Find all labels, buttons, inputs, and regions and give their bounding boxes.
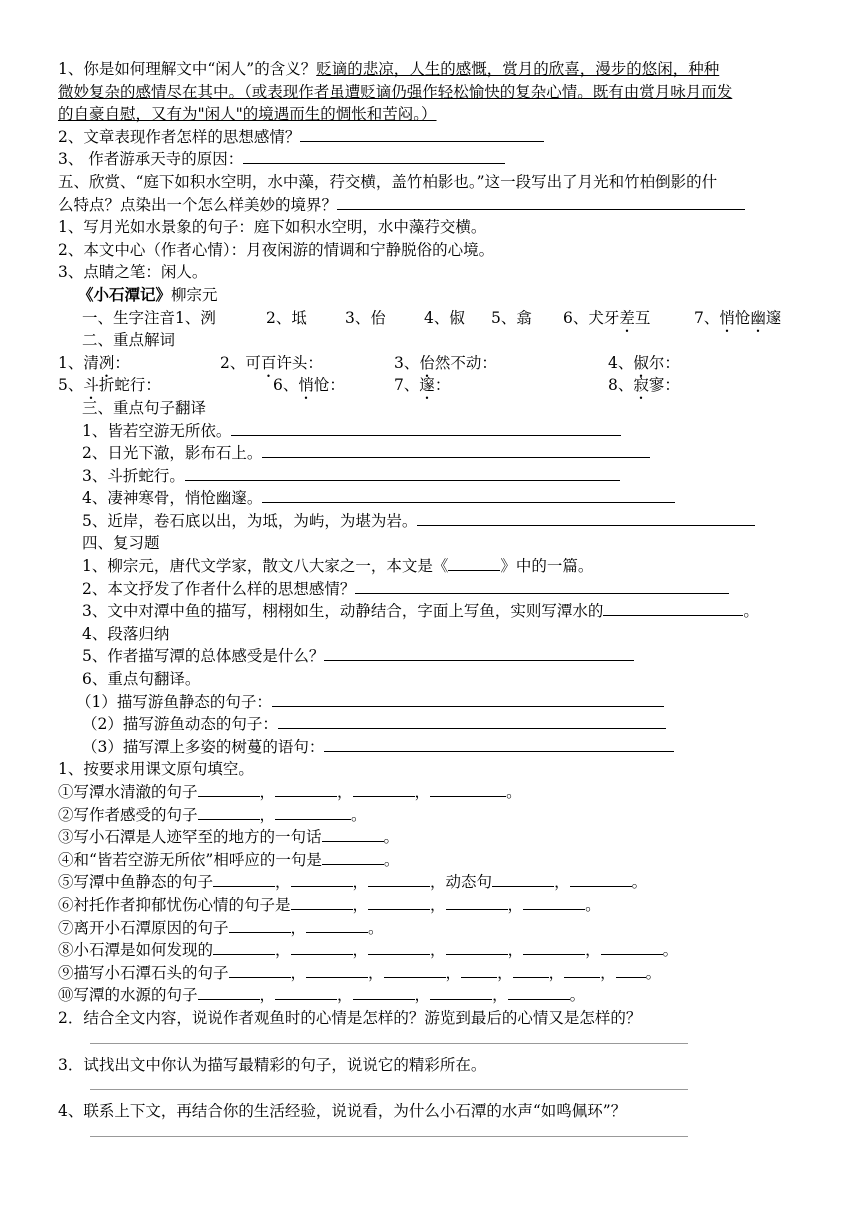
answer-blank[interactable]	[508, 984, 570, 1000]
answer-blank[interactable]	[324, 736, 674, 752]
final-q4	[58, 1100, 860, 1123]
review-q4: 4、段落归纳	[82, 624, 170, 643]
answer-blank[interactable]	[430, 984, 492, 1000]
answer-blank[interactable]	[324, 645, 634, 661]
fill-item: ①写潭水清澈的句子 ， ， ， 。	[58, 783, 522, 801]
answer-blank[interactable]	[353, 984, 415, 1000]
pinyin-item-7: 7、悄怆幽邃	[694, 308, 782, 327]
answer-line-area[interactable]	[58, 1030, 860, 1054]
answer-blank[interactable]	[492, 871, 554, 887]
answer-blank[interactable]	[601, 939, 663, 955]
q2-blank[interactable]	[300, 126, 544, 142]
question-text: 4、联系上下文，再结合你的生活经验，说说看，为什么小石潭的水声“如鸣佩环”？	[58, 1102, 627, 1121]
vocab-heading	[58, 329, 860, 352]
answer-blank[interactable]	[322, 826, 384, 842]
fill-heading	[58, 758, 860, 781]
q1-line1	[58, 58, 860, 81]
answer-blank[interactable]	[229, 962, 291, 978]
fact-text: 3、点睛之笔：闲人。	[58, 263, 208, 282]
fill-item: ⑩写潭的水源的句子 ， ， ， ， 。	[58, 986, 586, 1005]
answer-blank[interactable]	[262, 442, 650, 458]
answer-blank[interactable]	[616, 962, 646, 978]
fill-item: ②写作者感受的句子 ， 。	[58, 805, 367, 824]
answer-line-area[interactable]	[58, 1123, 860, 1147]
answer-blank[interactable]	[278, 713, 666, 729]
title-author: 柳宗元	[171, 285, 218, 304]
review-q1: 1、柳宗元，唐代文学家，散文八大家之一，本文是《 》中的一篇。	[82, 557, 594, 576]
answer-blank[interactable]	[523, 894, 585, 910]
answer-blank[interactable]	[523, 939, 585, 955]
pinyin-item: 4、俶	[424, 308, 465, 327]
vocab-row1	[58, 352, 860, 375]
fact-1	[58, 216, 860, 239]
answer-blank[interactable]	[353, 781, 415, 797]
answer-blank[interactable]	[513, 962, 549, 978]
fill-item: ⑤写潭中鱼静态的句子 ， ， ，动态句 ， 。	[58, 873, 648, 892]
title-name: 《小石潭记》	[78, 284, 172, 304]
section5-text1: 五、欣赏、“庭下如积水空明，水中藻，荇交横，盖竹柏影也。”这一段写出了月光和竹柏倒影的什	[58, 172, 718, 191]
review-q5: 5、作者描写潭的总体感受是什么？	[58, 645, 860, 668]
translate-item: 2、日光下澈，影布石上。	[58, 442, 860, 465]
question-text: 3．试找出文中你认为描写最精彩的句子，说说它的精彩所在。	[58, 1055, 487, 1074]
heading-text: 三、重点句子翻译	[82, 398, 207, 417]
answer-blank[interactable]	[198, 984, 260, 1000]
pinyin-label: 一、生字注音	[82, 308, 176, 327]
q2-text: 2、文章表现作者怎样的思想感情？	[58, 127, 301, 146]
fill-item: ⑦离开小石潭原因的句子 ， 。	[58, 918, 384, 937]
fact-2	[58, 239, 860, 262]
q3-text: 3、 作者游承天寺的原因：	[58, 150, 244, 169]
pinyin-line	[58, 307, 860, 330]
answer-blank[interactable]	[231, 420, 621, 436]
answer-line[interactable]	[90, 1089, 688, 1090]
lesson-title	[58, 284, 860, 307]
q3-blank[interactable]	[243, 148, 505, 164]
translate-item: 1、皆若空游无所依。	[58, 420, 860, 443]
vocab-item: 4、俶尔：	[608, 353, 680, 372]
fill-item: ⑧小石潭是如何发现的 ， ， ， ， ， 。	[58, 941, 679, 960]
answer-line[interactable]	[90, 1043, 688, 1044]
q1-line3	[58, 103, 860, 126]
answer-blank[interactable]	[272, 691, 664, 707]
q1-line2	[58, 81, 860, 104]
final-q3	[58, 1054, 860, 1077]
translate-item: 4、凄神寒骨，悄怆幽邃。	[58, 487, 860, 510]
answer-blank[interactable]	[461, 962, 497, 978]
review-q6: 6、重点句翻译。	[82, 670, 201, 689]
final-q2	[58, 1007, 860, 1030]
review-sub: （3）描写潭上多姿的树蔓的语句：	[58, 736, 860, 759]
answer-blank[interactable]	[368, 939, 430, 955]
answer-blank[interactable]	[355, 578, 729, 594]
heading-text: 四、复习题	[82, 534, 160, 553]
answer-blank[interactable]	[446, 894, 508, 910]
vocab-item: 8、寂寥：	[608, 376, 680, 395]
answer-blank[interactable]	[291, 871, 353, 887]
vocab-item: 1、清冽：	[58, 353, 130, 372]
answer-blank[interactable]	[430, 781, 506, 797]
fill-item: ⑥衬托作者抑郁忧伤心情的句子是 ， ， ， 。	[58, 895, 601, 914]
answer-line[interactable]	[90, 1136, 688, 1137]
review-q3: 3、文中对潭中鱼的描写，栩栩如生，动静结合，字面上写鱼，实则写潭水的 。	[82, 602, 759, 621]
fill-item: ④和“皆若空游无所依”相呼应的一句是 。	[58, 850, 400, 869]
q1-prefix: 1、你是如何理解文中“闲人”的含义？	[58, 60, 317, 78]
answer-blank[interactable]	[368, 894, 430, 910]
section5-text2: 么特点？点染出一个怎么样美妙的境界？	[58, 195, 338, 214]
answer-blank[interactable]	[262, 487, 675, 503]
answer-blank[interactable]	[417, 510, 755, 526]
answer-blank[interactable]	[275, 781, 337, 797]
answer-blank[interactable]	[291, 939, 353, 955]
answer-blank[interactable]	[446, 939, 508, 955]
answer-blank[interactable]	[564, 962, 600, 978]
vocab-item: 6、悄怆：	[273, 376, 345, 395]
fact-text: 2、本文中心（作者心情）：月夜闲游的情调和宁静脱俗的心境。	[58, 240, 495, 259]
translate-item: 5、近岸，卷石底以出，为坻，为屿，为堪为岩。	[58, 510, 860, 533]
answer-blank[interactable]	[275, 804, 351, 820]
q1-answer-part1: 贬谪的悲凉，人生的感慨，赏月的欣喜，漫步的悠闲，种种	[316, 60, 720, 78]
answer-blank[interactable]	[275, 984, 337, 1000]
answer-blank[interactable]	[291, 894, 353, 910]
vocab-item: 5、斗折蛇行：	[58, 376, 161, 395]
pinyin-item-6: 6、犬牙差互	[563, 308, 651, 327]
review-sub: （1）描写游鱼静态的句子：	[58, 691, 860, 714]
answer-blank[interactable]	[229, 917, 291, 933]
answer-blank[interactable]	[368, 871, 430, 887]
heading-text: 二、重点解词	[82, 331, 176, 350]
fill-item: ⑨描写小石潭石头的句子 ， ， ， ， ， ， 。	[58, 963, 662, 982]
q1-answer-part2a: 微妙复杂的感情尽在其中。	[58, 82, 245, 101]
q2-line	[58, 126, 860, 149]
pinyin-item: 5、翕	[491, 308, 532, 327]
q1-answer-part3: 的自豪自慰，又有为"闲人"的境遇而生的惆怅和苦闷。）	[58, 105, 437, 124]
fill-item: ③写小石潭是人迹罕至的地方的一句话 。	[58, 828, 400, 847]
section5-blank[interactable]	[337, 194, 745, 210]
answer-blank[interactable]	[306, 917, 368, 933]
review-q2: 2、本文抒发了作者什么样的思想感情？	[58, 578, 860, 601]
answer-blank[interactable]	[198, 781, 260, 797]
vocab-item: 3、佁然不动：	[394, 353, 497, 372]
vocab-item: 7、邃：	[394, 376, 451, 395]
question-text: 2．结合全文内容，说说作者观鱼时的心情是怎样的？游览到最后的心情又是怎样的？	[58, 1008, 642, 1027]
answer-blank[interactable]	[198, 804, 260, 820]
answer-blank[interactable]	[213, 939, 275, 955]
answer-blank[interactable]	[185, 465, 620, 481]
translate-item: 3、斗折蛇行。	[58, 465, 860, 488]
answer-blank[interactable]	[306, 962, 368, 978]
q3-line	[58, 148, 860, 171]
review-sub: （2）描写游鱼动态的句子：	[58, 713, 860, 736]
answer-blank[interactable]	[322, 849, 384, 865]
fact-3	[58, 261, 860, 284]
heading-text: 1、按要求用课文原句填空。	[58, 760, 254, 779]
vocab-row2	[58, 374, 860, 397]
translate-heading	[58, 397, 860, 420]
review-heading	[58, 532, 860, 555]
pinyin-item: 2、坻	[266, 308, 307, 327]
fact-text: 1、写月光如水景象的句子：庭下如积水空明，水中藻荇交横。	[58, 218, 487, 237]
section5-line2	[58, 194, 860, 217]
pinyin-item: 1、洌	[175, 308, 216, 327]
section5-line1	[58, 171, 860, 194]
answer-blank[interactable]	[570, 871, 632, 887]
answer-blank[interactable]	[213, 871, 275, 887]
vocab-item: 2、可百许头：	[220, 353, 323, 372]
answer-blank[interactable]	[384, 962, 446, 978]
answer-line-area[interactable]	[58, 1076, 860, 1100]
q1-answer-part2b: （或表现作者虽遭贬谪仍强作轻松愉快的复杂心情。既有由赏月咏月而发	[244, 82, 733, 101]
answer-blank[interactable]	[448, 555, 500, 571]
pinyin-item: 3、佁	[345, 308, 386, 327]
answer-blank[interactable]	[603, 600, 743, 616]
